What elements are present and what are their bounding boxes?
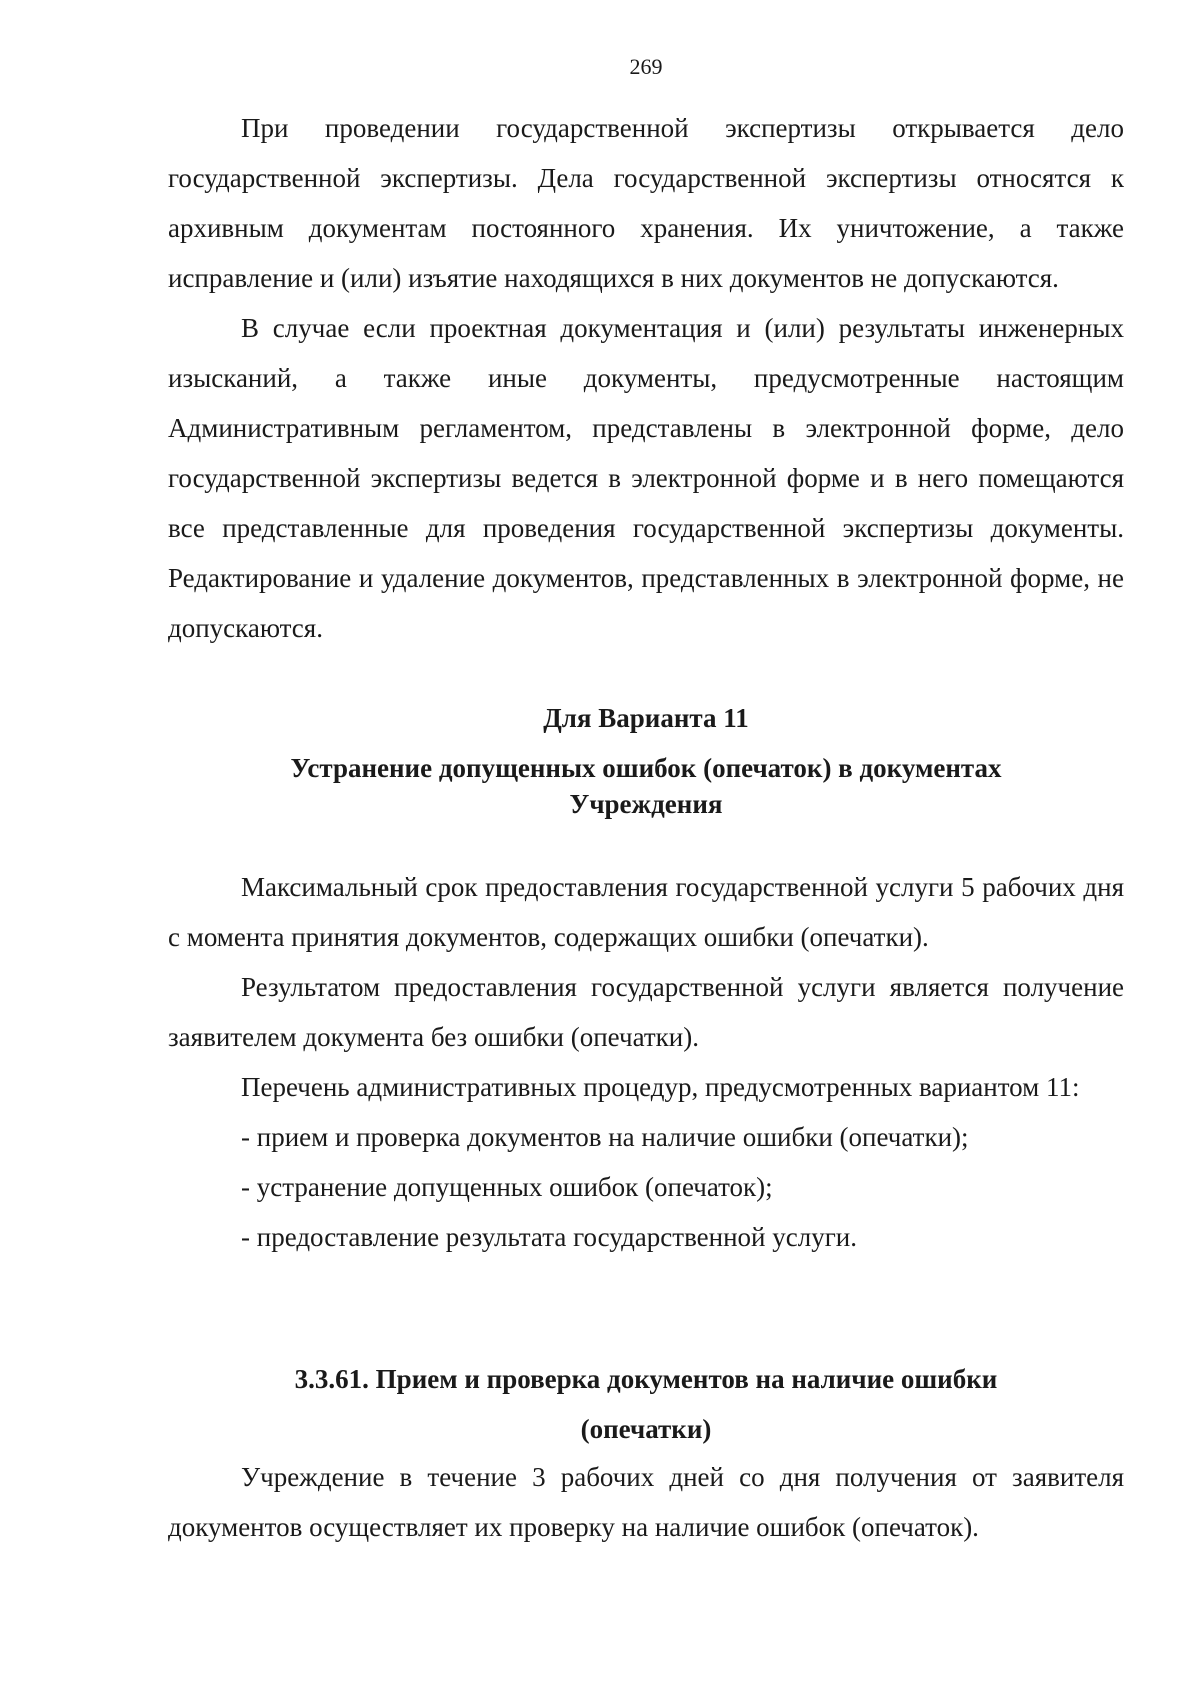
variant-heading: Для Варианта 11 [543, 703, 749, 733]
list-item: - устранение допущенных ошибок (опечаток); [241, 1172, 773, 1202]
paragraph-procedures-intro: Перечень административных процедур, предусмотренных вариантом 11: [241, 1072, 1080, 1102]
variant-title [168, 750, 1124, 822]
variant-body [168, 862, 1124, 1262]
paragraph-expertise-file: При проведении государственной экспертизы открывается дело государственной экспертизы. Дела государственной экспертизы относятся к архивным документам постоянного хранения. Их уничтожение, а также исправление и (или) изъятие находящихся в них документов не допускаются. [168, 113, 1124, 293]
paragraph-electronic-form: В случае если проектная документация и (или) результаты инженерных изысканий, а также иные документы, предусмотренные настоящим Административным регламентом, представлены в электронной форме, дело государственной экспертизы ведется в электронной форме и в него помещаются все представленные для проведения государственной экспертизы документы. Редактирование и удаление документов, представленных в электронной форме, не допускаются. [168, 313, 1124, 643]
paragraph-group-electronic-form [168, 303, 1124, 653]
section-heading-line-2: (опечатки) [580, 1414, 712, 1444]
paragraph-group-expertise-file [168, 103, 1124, 303]
paragraph-result: Результатом предоставления государственной услуги является получение заявителем документа без ошибки (опечатки). [168, 972, 1124, 1052]
list-item: - предоставление результата государственной услуги. [241, 1222, 857, 1252]
section-heading [168, 1354, 1124, 1454]
paragraph-max-term: Максимальный срок предоставления государственной услуги 5 рабочих дня с момента принятия документов, содержащих ошибки (опечатки). [168, 872, 1124, 952]
variant-title-line-2: Учреждения [569, 789, 723, 819]
section-heading-line-1: 3.3.61. Прием и проверка документов на наличие ошибки [294, 1364, 998, 1394]
variant-title-line-1: Устранение допущенных ошибок (опечаток) в документах [290, 753, 1002, 783]
paragraph-check-errors: Учреждение в течение 3 рабочих дней со дня получения от заявителя документов осуществляет их проверку на наличие ошибок (опечаток). [168, 1462, 1124, 1542]
page-number: 269 [629, 54, 663, 79]
section-body [168, 1452, 1124, 1552]
procedures-list [168, 1112, 1124, 1262]
list-item: - прием и проверка документов на наличие ошибки (опечатки); [241, 1122, 969, 1152]
